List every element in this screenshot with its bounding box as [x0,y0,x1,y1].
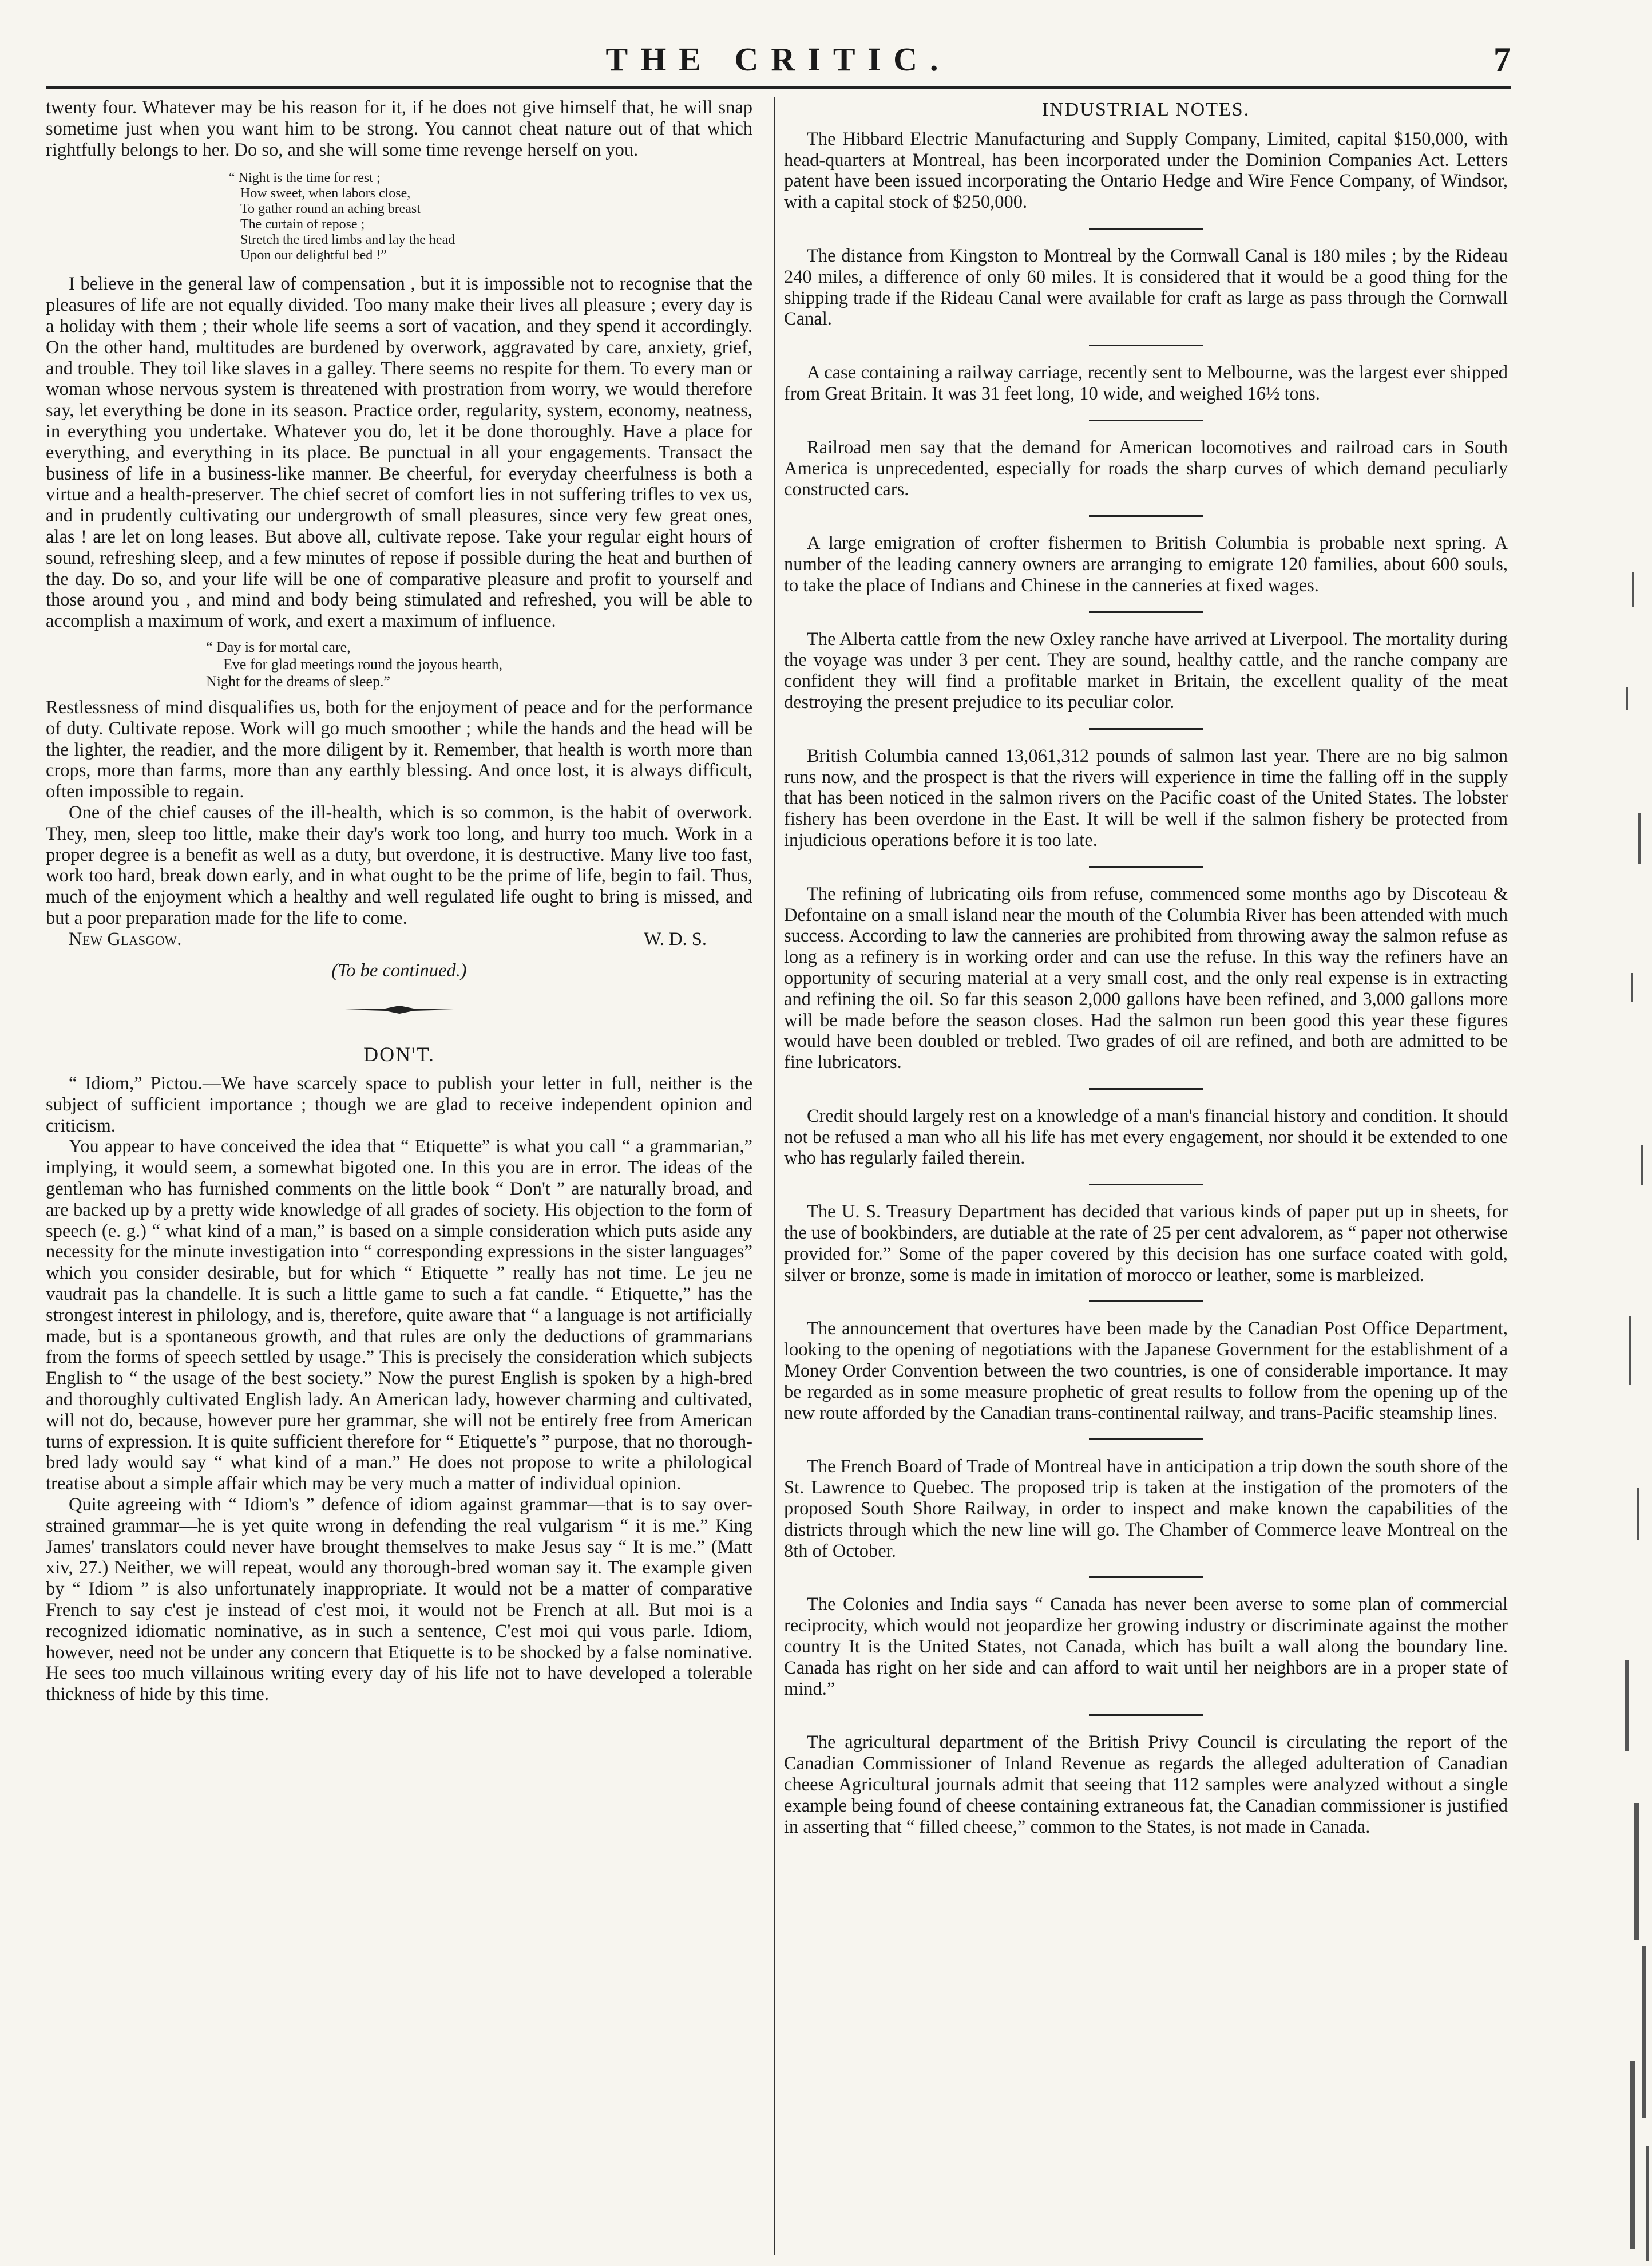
item-separator [1089,515,1203,517]
news-item: The agricultural department of the British Privy Council is circulating the report of the Canadian Commissioner of Inland Revenue as regards the alleged adulteration of Canadian cheese Agricultural journals admit that seeing that 112 samples were analyzed without a single example being found of cheese containing extraneous fat, the Canadian commissioner is justified in asserting that “ filled cheese,” common to the States, is not made in Canada. [784,1732,1508,1837]
paragraph: Quite agreeing with “ Idiom's ” defence of idiom against grammar—that is to say over-strained grammar—he is yet quite wrong in defending the real vulgarism “ it is me.” King James' translators could never have brought themselves to make Jesus say “ It is me.” (Matt xiv, 27.) Neither, we will repeat, would any thorough-bred woman say it. The example given by “ Idiom ” is also unfortunately inappropriate. It would not be a matter of comparative French to say c'est je instead of c'est moi, it would not be French at all. But moi is a recognized idiomatic nominative, as in such a sentence, C'est moi qui vous parle. Idiom, however, need not be under any concern that Etiquette is to be shocked by a false nominative. He sees too much villainous writing every day of his life not to have developed a tolerable thickness of hide by this time. [46,1494,752,1705]
news-item: The refining of lubricating oils from refuse, commenced some months ago by Discoteau & Defontaine on a small island near the mouth of the Columbia River has been attended with much success. According to law the canneries are prohibited from throwing away the salmon refuse as long as a refinery is in working order and can use the refuse. In this way the refiners have an opportunity of securing material at a very small cost, and the only real expense is in extracting and refining the oil. So far this season 2,000 gallons have been refined, and 3,000 gallons more will be made before the season closes. Had the salmon run been good this year these figures would have been doubled or trebled. Two grades of oil are refined, and both are admitted to be fine lubricators. [784,883,1508,1073]
masthead [46,40,1511,89]
masthead-title: THE CRITIC. [605,41,951,78]
industrial-notes-heading: INDUSTRIAL NOTES. [1041,99,1250,120]
dont-heading: DON'T. [363,1043,435,1066]
sign-initials: W. D. S. [644,928,707,950]
to-be-continued: (To be continued.) [331,960,467,981]
news-item: The distance from Kingston to Montreal by the Cornwall Canal is 180 miles ; by the Rideau 240 miles, a difference of only 60 miles. It is considered that it would be a good thing for the shipping trade if the Rideau Canal were available for craft as large as pass through the Cornwall Canal. [784,245,1508,330]
sign-place: New Glasgow. [69,928,182,950]
item-separator [1089,228,1203,230]
binding-edge-decoration [1621,572,1652,2266]
news-item: The Hibbard Electric Manufacturing and Supply Company, Limited, capital $150,000, with head-quarters at Montreal, has been incorporated under the Dominion Companies Act. Letters patent have been issued incorporating the Ontario Hedge and Wire Fence Company, of Windsor, with a capital stock of $250,000. [784,128,1508,213]
news-item: A large emigration of crofter fishermen to British Columbia is probable next spring. A number of the leading cannery owners are arranging to emigrate 120 families, about 600 souls, to take the place of Indians and Chinese in the canneries at fixed wages. [784,533,1508,596]
item-separator [1089,1300,1203,1302]
verse-line: The curtain of repose ; [240,217,365,232]
verse-line: “ Day is for mortal care, [206,638,351,655]
paragraph: I believe in the general law of compensation , but it is impossible not to recognise that the pleasures of life are not equally divided. Too many make their lives all pleasure ; every day is a holiday with them ; their whole life seems a sort of vacation, and they spend it accordingly. On the other hand, multitudes are burdened by overwork, aggravated by care, anxiety, grief, and trouble. They toil like slaves in a galley. There seems no respite for them. To every man or woman whose nervous system is threatened with prostration from worry, we would therefore say, let everything be done in its season. Practice order, regularity, system, economy, neatness, in everything you undertake. Whatever you do, let it be done thoroughly. Have a place for everything, and everything in its place. Be punctual in all your engagements. Transact the business of life in a business-like manner. Be cheerful, for everyday cheerfulness is both a virtue and a health-preserver. The chief secret of comfort lies in not suffering trifles to vex us, and in prudently cultivating our undergrowth of small pleasures, since very few great ones, alas ! are let on long leases. But above all, cultivate repose. Take your regular eight hours of sound, refreshing sleep, and a few minutes of repose if possible during the heat and burthen of the day. Do so, and your life will be one of comparative pleasure and profit to yourself and those around you , and mind and body being stimulated and refreshed, you will be able to accomplish a maximum of work, and exert a maximum of influence. [46,274,752,632]
item-separator [1089,420,1203,421]
paragraph: You appear to have conceived the idea that “ Etiquette” is what you call “ a grammarian,” implying, it would seem, a somewhat bigoted one. In this you are in error. The ideas of the gentleman who has furnished comments on the little book “ Don't ” are naturally broad, and are backed up by a pretty wide knowledge of all grades of society. His objection to the form of speech (e. g.) “ what kind of a man,” is based on a simple consideration which puts aside any necessity for the minute investigation into “ corresponding expressions in the sister languages” which you consider desirable, but for which “ Etiquette ” really has not time. Le jeu ne vaudrait pas la chandelle. It is such a little game to such a fat candle. “ Etiquette,” has the strongest interest in philology, and is, therefore, quite aware that “ a language is not artificially made, but is a spontaneous growth, and that rules are only the deductions of grammarians from the forms of speech settled by usage.” This is precisely the consideration which subjects English to “ the usage of the best society.” Now the purest English is spoken by a high-bred and thoroughly cultivated English lady. An American lady, however charming and cultivated, will not do, because, however pure her grammar, she will not be entirely free from American turns of expression. It is quite sufficient therefore for “ Etiquette's ” purpose, that no thorough-bred lady would say “ what kind of a man.” He does not propose to write a philological treatise about a simple affair which may be very much a matter of individual opinion. [46,1136,752,1494]
verse-line: “ Night is the time for rest ; [229,171,381,186]
right-column [784,97,1508,1837]
item-separator [1089,1088,1203,1090]
column-divider [774,97,775,2255]
verse-line: Upon our delightful bed !” [240,248,387,263]
verse-line: How sweet, when labors close, [240,186,411,201]
news-item: Railroad men say that the demand for American locomotives and railroad cars in South America is unprecedented, especially for roads the sharp curves of which demand peculiarly constructed cars. [784,437,1508,500]
paragraph: One of the chief causes of the ill-health, which is so common, is the habit of overwork. They, men, sleep too little, make their day's work too long, and hurry too much. Work in a proper degree is a benefit as well as a duty, but overdone, it is destructive. Many live too fast, work too hard, break down early, and in what ought to be the prime of life, begin to fail. Thus, much of the enjoyment which a healthy and well regulated life ought to bring is missed, and but a poor preparation made for the life to come. [46,802,752,928]
paragraph: “ Idiom,” Pictou.—We have scarcely space to publish your letter in full, neither is the subject of sufficient importance ; though we are glad to receive independent opinion and criticism. [46,1073,752,1136]
signature-line [46,929,752,950]
item-separator [1089,611,1203,613]
news-item: The announcement that overtures have been made by the Canadian Post Office Department, looking to the opening of negotiations with the Japanese Government for the establishment of a Money Order Convention between the two countries, is one of considerable importance. It may be regarded as in some measure prophetic of great results to follow from the opening up of the new route afforded by the Canadian trans-continental railway, and trans-Pacific steamship lines. [784,1318,1508,1423]
news-item: The Colonies and India says “ Canada has never been averse to some plan of commercial reciprocity, which would not jeopardize her growing industry or discriminate against the mother country It is the United States, not Canada, which has built a wall along the boundary line. Canada has right on her side and can afford to wait until her neighbors are in a proper state of mind.” [784,1594,1508,1699]
poem-verse [206,639,752,690]
news-item: The Alberta cattle from the new Oxley ranche have arrived at Liverpool. The mortality during the voyage was under 3 per cent. They are sound, healthy cattle, and the ranche company are confident they will find a profitable market in Britain, the excellent quality of the meat destroying the present prejudice to its peculiar color. [784,628,1508,713]
left-column [46,97,752,1705]
item-separator [1089,1714,1203,1716]
item-separator [1089,1576,1203,1578]
news-item: British Columbia canned 13,061,312 pounds of salmon last year. There are no big salmon runs now, and the prospect is that the rivers will experience in time the falling off in the supply that has been noticed in the salmon rivers on the Pacific coast of the United States. The lobster fishery has been overdone in the East. It will be well if the salmon fishery be protected from injudicious operations before it is too late. [784,745,1508,851]
verse-line: Night for the dreams of sleep.” [206,673,391,690]
news-item: Credit should largely rest on a knowledge of a man's financial history and condition. It should not be refused a man who all his life has met every engagement, nor should it be extended to one who has regularly failed therein. [784,1105,1508,1169]
item-separator [1089,1184,1203,1185]
item-separator [1089,1438,1203,1440]
news-item: A case containing a railway carriage, recently sent to Melbourne, was the largest ever shipped from Great Britain. It was 31 feet long, 10 wide, and weighed 16½ tons. [784,362,1508,404]
poem-verse [229,171,752,263]
item-separator [1089,345,1203,346]
news-item: The U. S. Treasury Department has decided that various kinds of paper put up in sheets, for the use of bookbinders, are dutiable at the rate of 25 per cent advalorem, as “ paper not otherwise provided for.” Some of the paper covered by this decision has one surface coated with gold, silver or bronze, some is made in imitation of morocco or leather, some is marbleized. [784,1201,1508,1286]
verse-line: Stretch the tired limbs and lay the head [240,232,455,248]
verse-line: To gather round an aching breast [240,201,421,217]
paragraph: twenty four. Whatever may be his reason for it, if he does not give himself that, he will snap sometime just when you want him to be strong. You cannot cheat nature out of that which rightfully belongs to her. Do so, and she will some time revenge herself on you. [46,97,752,160]
ornament-rule-icon [46,1004,752,1015]
news-item: The French Board of Trade of Montreal have in anticipation a trip down the south shore of the St. Lawrence to Quebec. The proposed trip is taken at the instigation of the promoters of the proposed South Shore Railway, in order to inspect and make known the capabilities of the districts through which the new line will go. The Chamber of Commerce leave Montreal on the 8th of October. [784,1456,1508,1561]
verse-line: Eve for glad meetings round the joyous hearth, [223,655,503,673]
paragraph: Restlessness of mind disqualifies us, both for the enjoyment of peace and for the performance of duty. Cultivate repose. Work will go much smoother ; while the hands and the head will be the lighter, the readier, and the more diligent by it. Remember, that health is worth more than crops, more than farms, more than any earthly blessing. And once lost, it is always difficult, often impossible to regain. [46,697,752,802]
item-separator [1089,866,1203,868]
page-number: 7 [1493,41,1511,78]
item-separator [1089,728,1203,730]
